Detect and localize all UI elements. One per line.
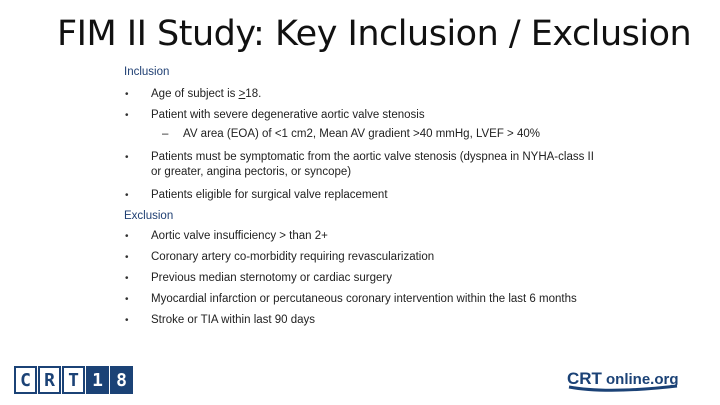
exclusion-item: • Stroke or TIA within last 90 days	[124, 313, 594, 328]
exclusion-heading: Exclusion	[124, 209, 174, 222]
exclusion-item: • Myocardial infarction or percutaneous coronary intervention within the last 6 months	[124, 292, 594, 307]
exclusion-item: • Aortic valve insufficiency > than 2+	[124, 229, 594, 244]
svg-text:CRT: CRT	[567, 369, 602, 388]
svg-text:online.org: online.org	[606, 371, 679, 388]
age-value: 18.	[245, 88, 262, 100]
logo-letter: R	[38, 366, 61, 394]
crtonline-logo	[567, 368, 697, 394]
logo-letter: 8	[110, 366, 133, 394]
age-symbol: >	[238, 88, 246, 100]
inclusion-item-symptomatic: • Patients must be symptomatic from the aortic valve stenosis (dyspnea in NYHA-class II or greater, angina pectoris, or syncope)	[124, 150, 594, 180]
slide-title: FIM II Study: Key Inclusion / Exclusion	[57, 14, 692, 54]
crt18-logo	[14, 366, 134, 394]
slide-body	[124, 63, 594, 328]
logo-letter: C	[14, 366, 37, 394]
inclusion-item-stenosis: • Patient with severe degenerative aortic valve stenosis	[124, 108, 594, 123]
logo-letter: T	[62, 366, 85, 394]
age-prefix: Age of subject is	[151, 88, 239, 100]
inclusion-item-surgical: • Patients eligible for surgical valve replacement	[124, 188, 594, 203]
exclusion-item: • Coronary artery co-morbidity requiring revascularization	[124, 250, 594, 265]
inclusion-item-age	[124, 87, 594, 102]
inclusion-subitem-av-area: – AV area (EOA) of <1 cm2, Mean AV gradient >40 mmHg, LVEF > 40%	[124, 127, 594, 142]
exclusion-item: • Previous median sternotomy or cardiac surgery	[124, 271, 594, 286]
inclusion-heading: Inclusion	[124, 65, 170, 78]
logo-letter: 1	[86, 366, 109, 394]
